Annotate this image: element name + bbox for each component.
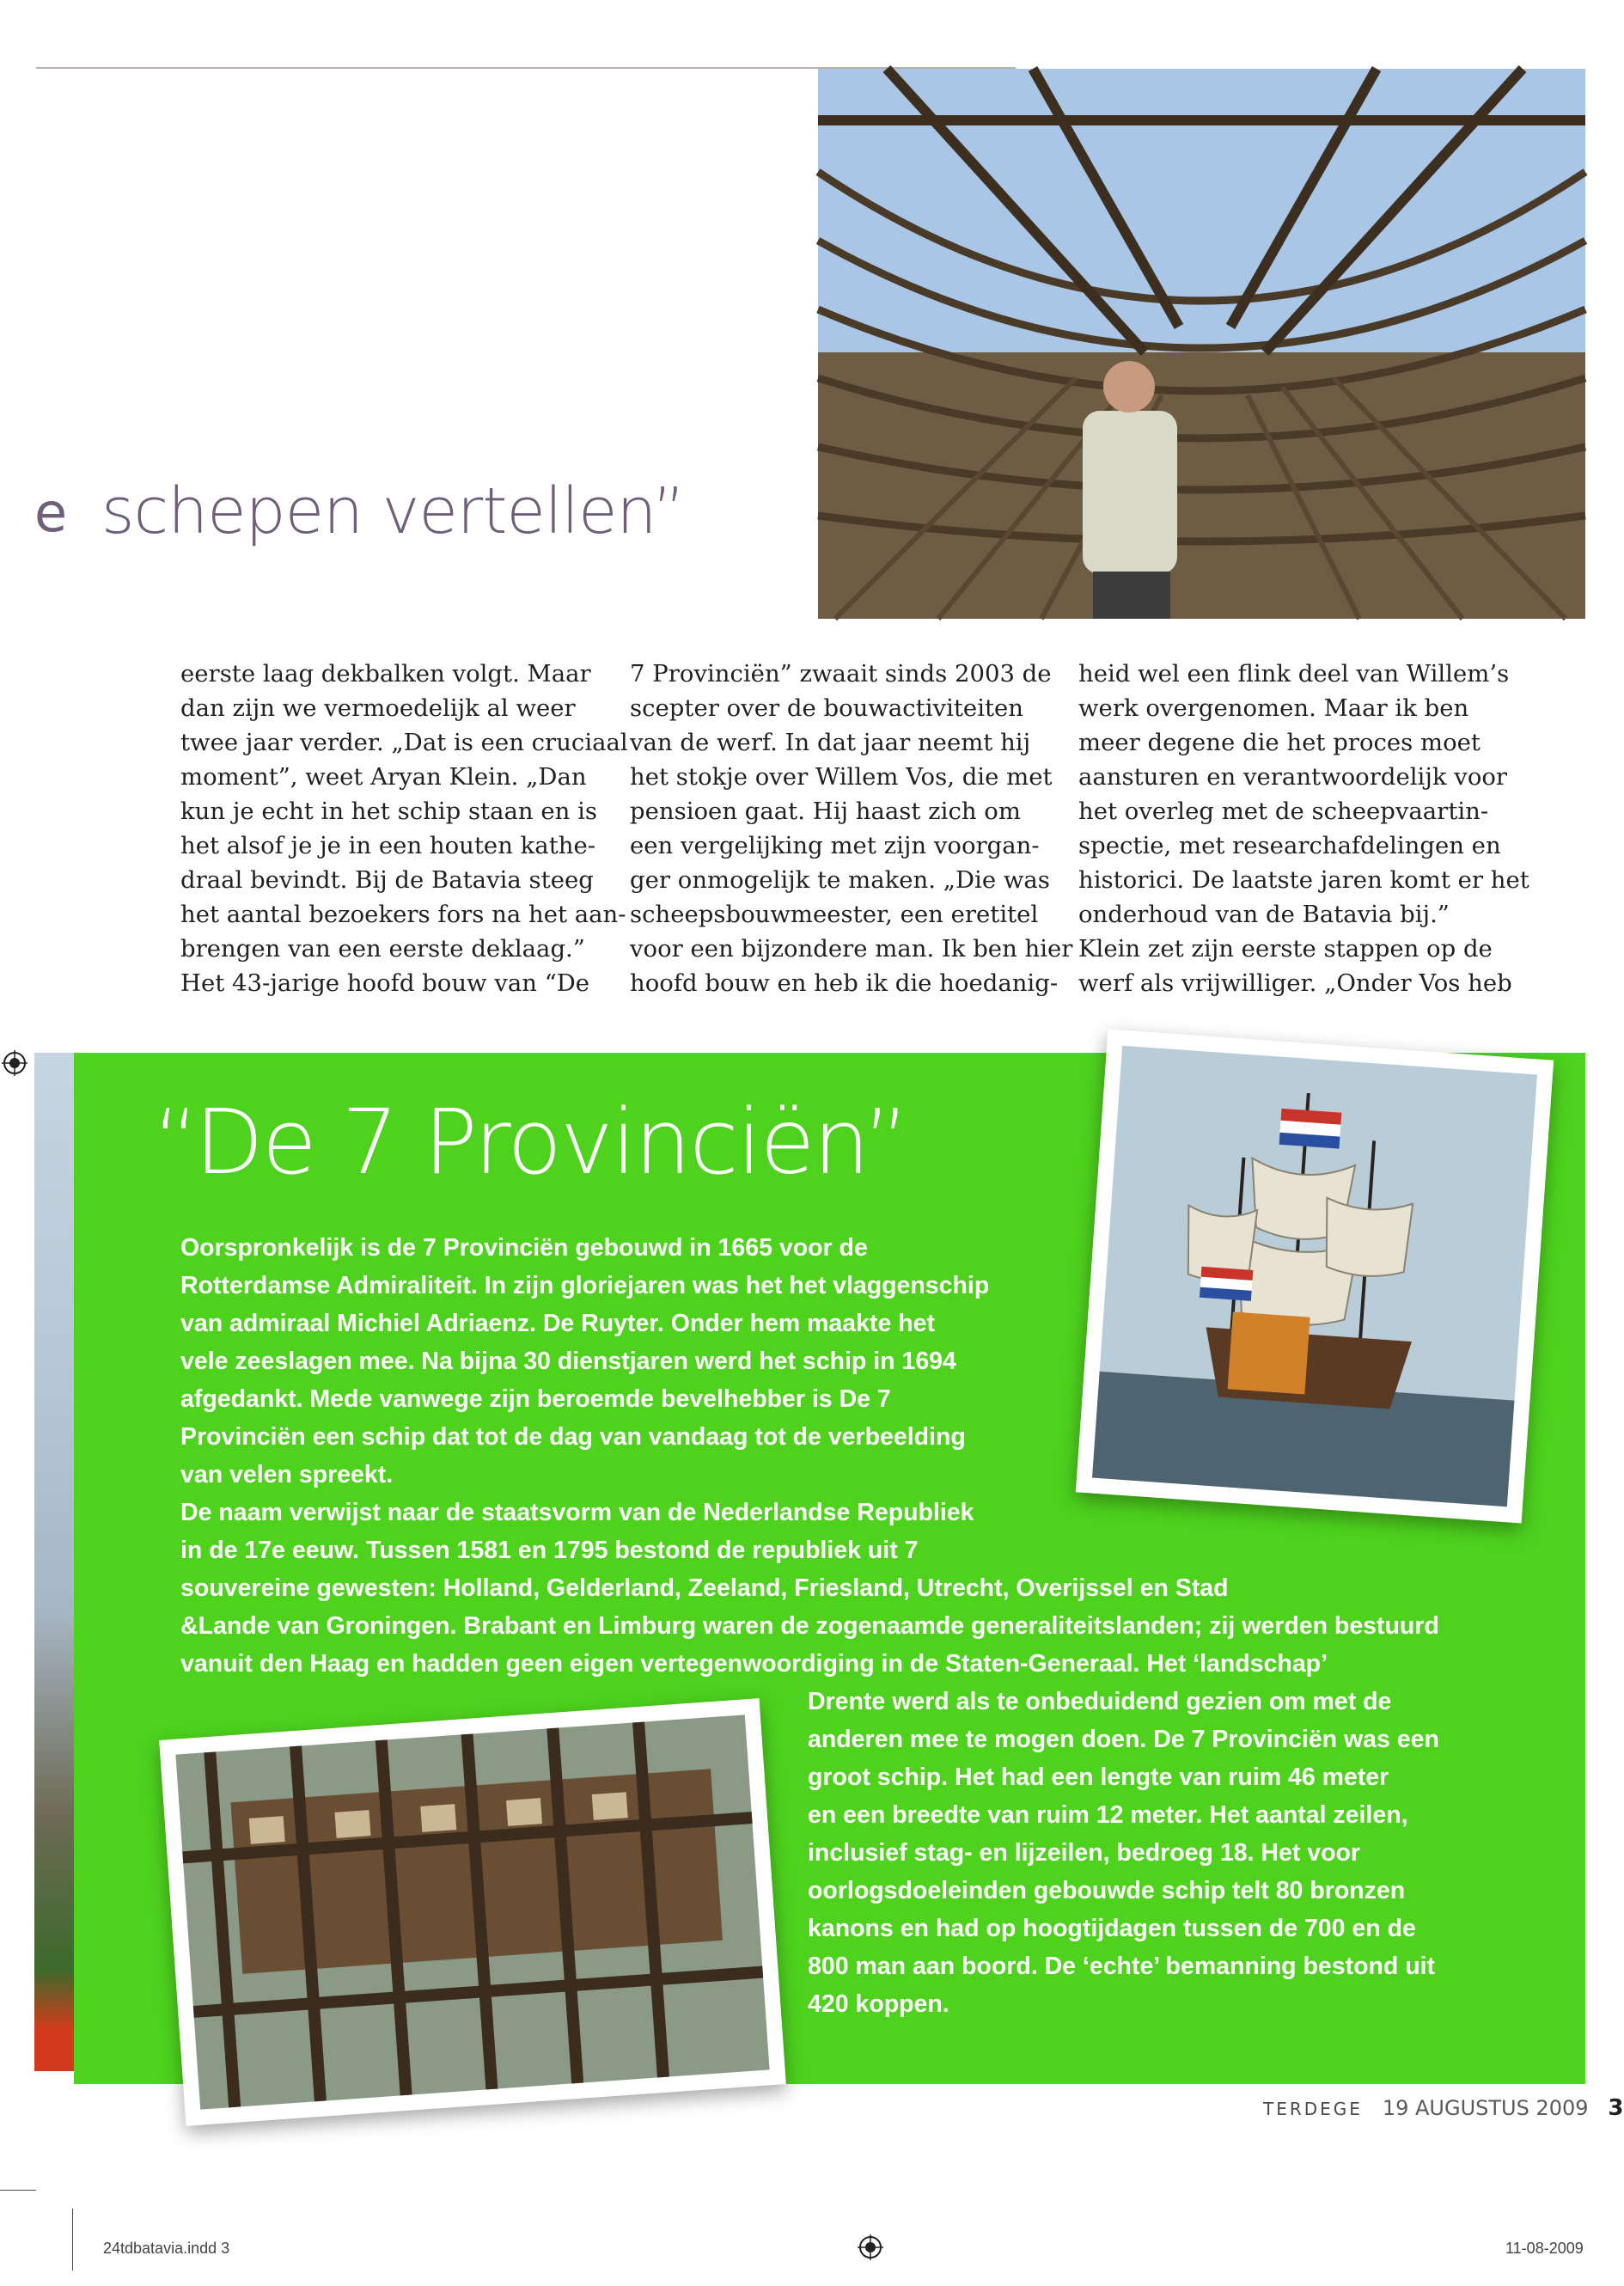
box-line: Oorspronkelijk is de 7 Provinciën gebouwd in 1665 voor de (180, 1234, 868, 1262)
box-line: vanuit den Haag en hadden geen eigen vertegenwoordiging in de Staten-Generaal. Het ‘landschap’ (180, 1650, 1328, 1678)
box-line: 420 koppen. (808, 1990, 949, 2018)
registration-mark-icon (2, 1050, 27, 1076)
box-line: kanons en had op hoogtijdagen tussen de 700 en de (808, 1915, 1416, 1942)
box-line: van admiraal Michiel Adriaenz. De Ruyter. Onder hem maakte het (180, 1310, 935, 1337)
text-line: het alsof je je in een houten kathe- (180, 832, 596, 859)
text-line: 7 Provinciën” zwaait sinds 2003 de (630, 660, 1052, 688)
text-line: voor een bijzondere man. Ik ben hier (630, 935, 1073, 963)
box-line: Drente werd als te onbeduidend gezien om met de (808, 1688, 1392, 1715)
body-column-2 (630, 657, 1073, 1000)
box-line: afgedankt. Mede vanwege zijn beroemde bevelhebber is De 7 (180, 1385, 891, 1413)
text-line: meer degene die het proces moet (1078, 729, 1481, 756)
registration-mark-icon (858, 2234, 883, 2260)
text-line: pensioen gaat. Hij haast zich om (630, 798, 1021, 825)
text-line: dan zijn we vermoedelijk al weer (180, 694, 576, 722)
box-line: Provinciën een schip dat tot de dag van vandaag tot de verbeelding (180, 1423, 966, 1451)
issue-date: 19 AUGUSTUS 2009 (1382, 2096, 1589, 2120)
edge-photo-strip (34, 1053, 76, 2071)
box-line: De naam verwijst naar de staatsvorm van de Nederlandse Republiek (180, 1499, 974, 1526)
box-line: in de 17e eeuw. Tussen 1581 en 1795 bestond de republiek uit 7 (180, 1537, 919, 1564)
box-line: souvereine gewesten: Holland, Gelderland, Zeeland, Friesland, Utrecht, Overijssel en Stad (180, 1574, 1229, 1602)
text-line: hoofd bouw en heb ik die hoedanig- (630, 969, 1059, 997)
crop-mark (72, 2209, 73, 2271)
text-line: onderhoud van de Batavia bij.” (1078, 901, 1450, 928)
text-line: eerste laag dekbalken volgt. Maar (180, 660, 591, 688)
info-box-text-bottom (808, 1683, 1439, 2023)
text-line: draal bevindt. Bij de Batavia steeg (180, 866, 594, 894)
box-line: vele zeeslagen mee. Na bijna 30 dienstjaren werd het schip in 1694 (180, 1348, 956, 1375)
text-line: moment”, weet Aryan Klein. „Dan (180, 763, 587, 791)
text-line: scepter over de bouwactiviteiten (630, 694, 1024, 722)
page-number: 3 (1608, 2095, 1624, 2121)
text-line: spectie, met researchafdelingen en (1078, 832, 1501, 859)
slug-filename: 24tdbatavia.indd 3 (103, 2240, 230, 2257)
text-line: kun je echt in het schip staan en is (180, 798, 597, 825)
text-line: het aantal bezoekers fors na het aan- (180, 901, 626, 928)
text-line: Het 43-jarige hoofd bouw van “De (180, 969, 590, 997)
info-box-title: “De 7 Provinciën” (153, 1090, 908, 1195)
text-line: historici. De laatste jaren komt er het (1078, 866, 1529, 894)
text-line: werf als vrijwilliger. „Onder Vos heb (1078, 969, 1512, 997)
text-line: het overleg met de scheepvaartin- (1078, 798, 1489, 825)
text-line: een vergelijking met zijn voorgan- (630, 832, 1040, 859)
box-line: en een breedte van ruim 12 meter. Het aantal zeilen, (808, 1801, 1408, 1829)
hero-photo (818, 69, 1585, 619)
text-line: heid wel een flink deel van Willem’s (1078, 660, 1510, 688)
text-line: brengen van een eerste deklaag.” (180, 935, 585, 963)
text-line: scheepsbouwmeester, een eretitel (630, 901, 1039, 928)
ship-frame-photo (159, 1698, 786, 2126)
box-line: Rotterdamse Admiraliteit. In zijn gloriejaren was het het vlaggenschip (180, 1272, 990, 1299)
slug-date: 11-08-2009 (1505, 2240, 1584, 2257)
text-line: werk overgenomen. Maar ik ben (1078, 694, 1469, 722)
text-line: ger onmogelijk te maken. „Die was (630, 866, 1050, 894)
box-line: 800 man aan boord. De ‘echte’ bemanning bestond uit (808, 1953, 1436, 1980)
box-line: &Lande van Groningen. Brabant en Limburg waren de zogenaamde generaliteitslanden; zij werden bestuurd (180, 1612, 1439, 1640)
box-line: groot schip. Het had een lengte van ruim 46 meter (808, 1763, 1389, 1791)
text-line: van de werf. In dat jaar neemt hij (630, 729, 1031, 756)
text-line: twee jaar verder. „Dat is een cruciaal (180, 729, 628, 756)
box-line: inclusief stag- en lijzeilen, bedroeg 18. Het voor (808, 1839, 1360, 1867)
box-line: oorlogsdoeleinden gebouwde schip telt 80 bronzen (808, 1877, 1406, 1904)
headline-fragment: e (34, 481, 68, 544)
ship-painting-photo (1076, 1030, 1554, 1524)
crop-mark (0, 2190, 36, 2191)
body-column-3 (1078, 657, 1529, 1000)
magazine-name: TERDEGE (1263, 2099, 1363, 2119)
text-line: Klein zet zijn eerste stappen op de (1078, 935, 1493, 963)
text-line: aansturen en verantwoordelijk voor (1078, 763, 1508, 791)
box-line: anderen mee te mogen doen. De 7 Provinciën was een (808, 1726, 1439, 1753)
box-line: van velen spreekt. (180, 1461, 394, 1488)
text-line: het stokje over Willem Vos, die met (630, 763, 1053, 791)
page-footer (1263, 2095, 1624, 2121)
headline: schepen vertellen” (101, 474, 685, 548)
body-column-1 (180, 657, 628, 1000)
